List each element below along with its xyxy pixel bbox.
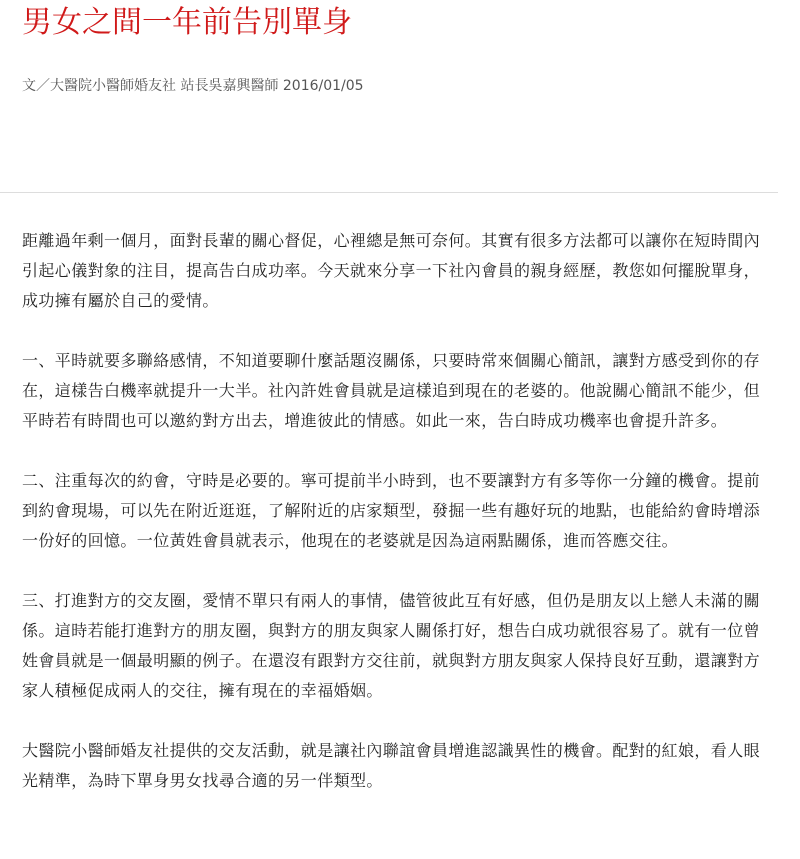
paragraph-tip-2: 二、注重每次的約會，守時是必要的。寧可提前半小時到，也不要讓對方有多等你一分鐘的機會。提前到約會現場，可以先在附近逛逛，了解附近的店家類型，發掘一些有趣好玩的地點，也能給約會時增添一份好的回憶。一位黃姓會員就表示，他現在的老婆就是因為這兩點關係，進而答應交往。 [22,471,761,550]
paragraph-intro: 距離過年剩一個月，面對長輩的關心督促，心裡總是無可奈何。其實有很多方法都可以讓你在短時間內引起心儀對象的注目，提高告白成功率。今天就來分享一下社內會員的親身經歷，教您如何擺脫單身，成功擁有屬於自己的愛情。 [22,231,761,310]
article-body [22,226,760,796]
paragraph-closing: 大醫院小醫師婚友社提供的交友活動，就是讓社內聯誼會員增進認識異性的機會。配對的紅娘，看人眼光精準，為時下單身男女找尋合適的另一伴類型。 [22,741,761,790]
divider [0,192,778,193]
paragraph-tip-1: 一、平時就要多聯絡感情，不知道要聊什麼話題沒關係，只要時常來個關心簡訊，讓對方感受到你的存在，這樣告白機率就提升一大半。社內許姓會員就是這樣追到現在的老婆的。他說關心簡訊不能少，但平時若有時間也可以邀約對方出去，增進彼此的情感。如此一來，告白時成功機率也會提升許多。 [22,351,761,430]
article-byline: 文／大醫院小醫師婚友社 站長吳嘉興醫師 2016/01/05 [22,78,364,94]
article-title: 男女之間一年前告別單身 [22,5,352,40]
paragraph-tip-3: 三、打進對方的交友圈，愛情不單只有兩人的事情，儘管彼此互有好感，但仍是朋友以上戀人未滿的關係。這時若能打進對方的朋友圈，與對方的朋友與家人關係打好，想告白成功就很容易了。就有一位曾姓會員就是一個最明顯的例子。在還沒有跟對方交往前，就與對方朋友與家人保持良好互動，還讓對方家人積極促成兩人的交往，擁有現在的幸福婚姻。 [22,591,761,700]
